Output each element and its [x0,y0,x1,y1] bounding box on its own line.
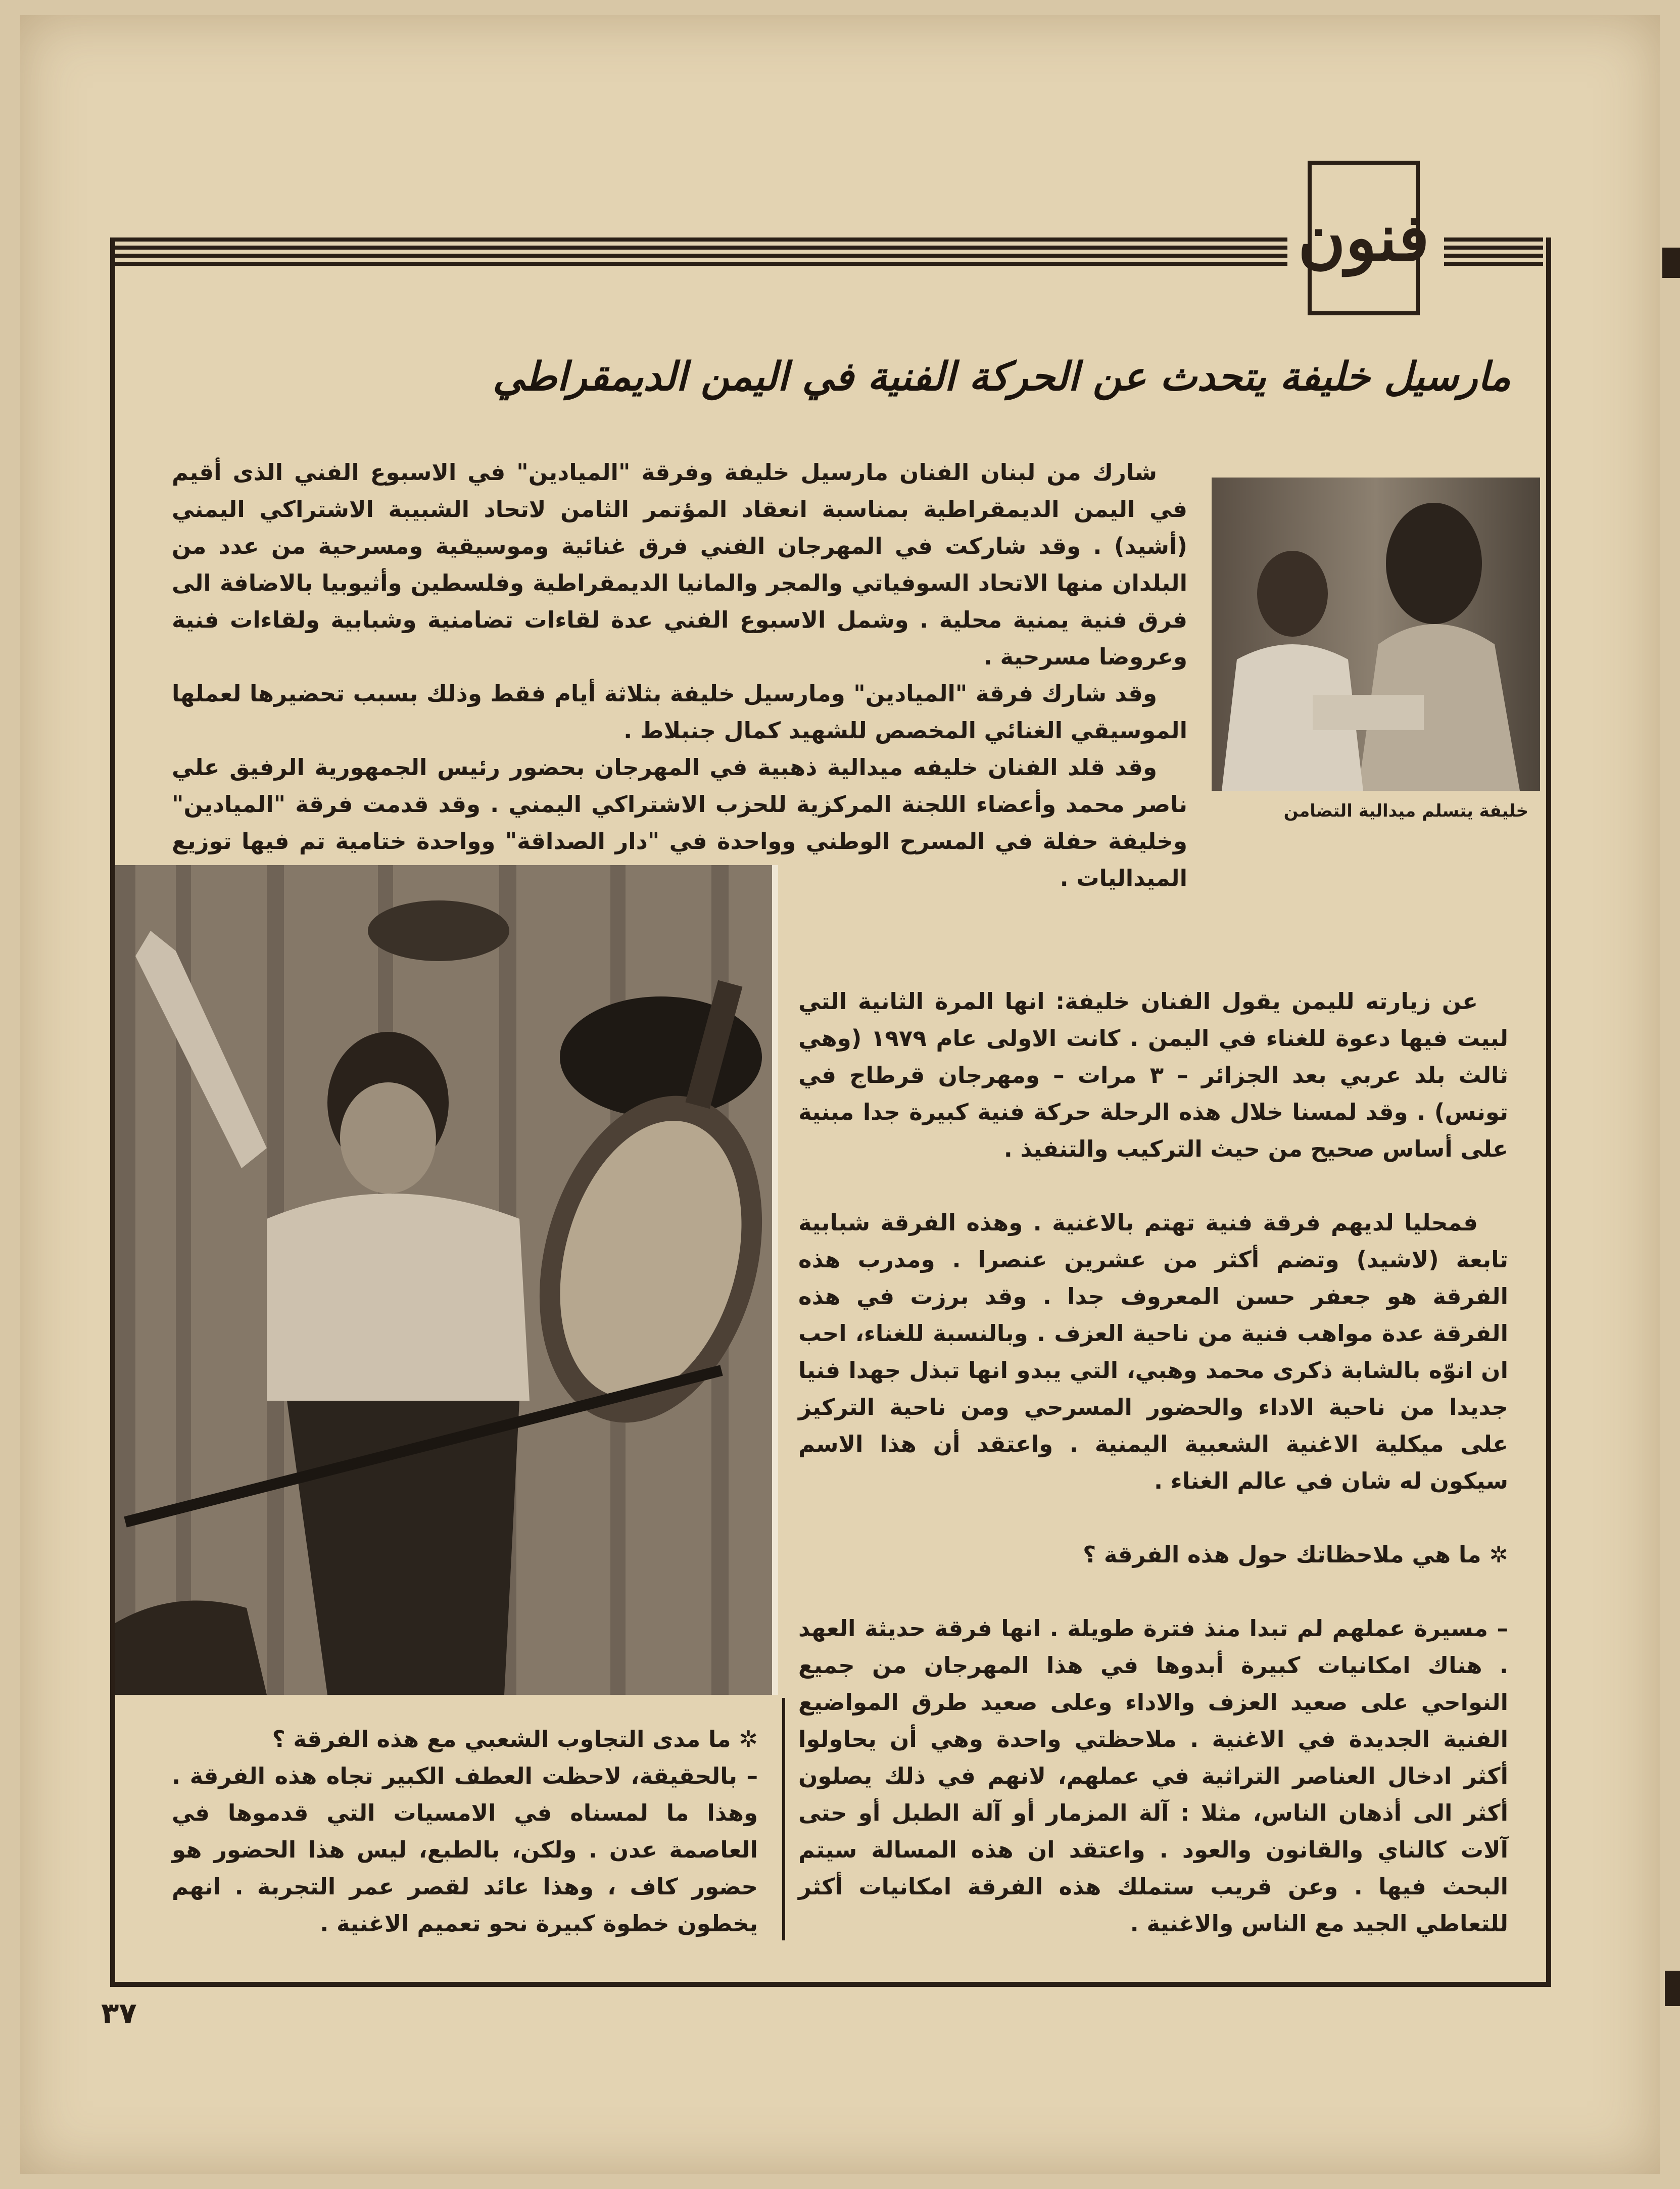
intro-text [172,454,1187,896]
edge-tab-top [1662,248,1680,278]
article-headline: مارسيل خليفة يتحدث عن الحركة الفنية في اليمن الديمقراطي [493,354,1511,400]
right-column-text [798,983,1508,1942]
bottom-left-text [172,1721,758,1942]
question-1: ✲ ما هي ملاحظاتك حول هذه الفرقة ؟ [1083,1541,1508,1568]
question-2: ✲ ما مدى التجاوب الشعبي مع هذه الفرقة ؟ [272,1726,758,1752]
edge-tab-bottom [1665,1971,1680,2006]
right-paragraph-1: عن زيارته لليمن يقول الفنان خليفة: انها المرة الثانية التي لبيت فيها دعوة للغناء في اليمن . كانت الاولى عام ١٩٧٩ (وهي ثالث بلد عربي بعد الجزائر – ٣ مرات – ومهرجان قرطاج في تونس) . وقد لمسنا خلال هذه الرحلة حركة فنية كبيرة جدا مبنية على أساس صحيح من حيث التركيب والتنفيذ . [798,988,1508,1162]
page-number: ٣٧ [101,1996,137,2030]
right-paragraph-2: فمحليا لديهم فرقة فنية تهتم بالاغنية . وهذه الفرقة شبابية تابعة (لاشيد) وتضم أكثر من عشرين عنصرا . ومدرب هذه الفرقة هو جعفر حسن المعروف جدا . وقد برزت في هذه الفرقة عدة مواهب فنية من ناحية العزف . وبالنسبة للغناء، احب ان انوّه بالشابة ذكرى محمد وهبي، التي يبدو انها تبذل جهدا فنيا جديدا من ناحية الاداء والحضور المسرحي ومن ناحية التركيز على ميكلية الاغنية الشعبية اليمنية . واعتقد أن هذا الاسم سيكون له شان في عالم الغناء . [798,1209,1508,1494]
photo-caption-medal: خليفة يتسلم ميدالية التضامن [1283,801,1528,821]
intro-paragraph-1: شارك من لبنان الفنان مارسيل خليفة وفرقة "الميادين" في الاسبوع الفني الذى أقيم في اليمن الديمقراطية بمناسبة انعقاد المؤتمر الثامن لاتحاد الشبيبة الاشتراكي اليمني (أشيد) . وقد شاركت في المهرجان الفني فرق غنائية وموسيقية ومسرحية من عدد من البلدان منها الاتحاد السوفياتي والمجر والمانيا الديمقراطية وفلسطين وأثيوبيا بالاضافة الى فرق فنية يمنية محلية . وشمل الاسبوع الفني عدة لقاءات تضامنية وشبابية ولقاءات فنية وعروضا مسرحية . [172,459,1187,670]
section-logo-text: فنون [1298,200,1429,276]
intro-paragraph-2: وقد شارك فرقة "الميادين" ومارسيل خليفة بثلاثة أيام فقط وذلك بسبب تحضيرها لعملها الموسيقي الغنائي المخصص للشهيد كمال جنبلاط . [172,680,1187,744]
answer-1: – مسيرة عملهم لم تبدا منذ فترة طويلة . انها فرقة حديثة العهد . هناك امكانيات كبيرة أبدوها في هذا المهرجان من جميع النواحي على صعيد العزف والاداء وعلى صعيد طرق المواضيع الفنية الجديدة في الاغنية . ملاحظتي واحدة وهي أن يحاولوا أكثر ادخال العناصر التراثية في عملهم، لانهم في ذلك يصلون أكثر الى أذهان الناس، مثلا : آلة المزمار أو آلة الطبل أو حتى آلات كالناي والقانون والعود . واعتقد ان هذه المسالة سيتم البحث فيها . وعن قريب ستملك هذه الفرقة امكانيات أكثر للتعاطي الجيد مع الناس والاغنية . [798,1615,1508,1937]
photo-khalifa-with-oud-image [115,865,778,1695]
answer-2: – بالحقيقة، لاحظت العطف الكبير تجاه هذه الفرقة . وهذا ما لمسناه في الامسيات التي قدموها في العاصمة عدن . ولكن، بالطبع، ليس هذا الحضور هو حضور كاف ، وهذا عائد لقصر عمر التجربة . انهم يخطون خطوة كبيرة نحو تعميم الاغنية . [172,1763,758,1937]
photo-medal-ceremony [1212,478,1540,791]
photo-medal-ceremony-image [1212,478,1540,791]
intro-paragraph-3: وقد قلد الفنان خليفه ميدالية ذهبية في المهرجان بحضور رئيس الجمهورية الرفيق علي ناصر محمد وأعضاء اللجنة المركزية للحزب الاشتراكي اليمني . وقد قدمت فرقة "الميادين" وخليفة حفلة في المسرح الوطني وواحدة في "دار الصداقة" وواحدة ختامية تم فيها توزيع الميداليات . [172,754,1187,891]
photo-khalifa-with-oud [115,865,778,1695]
column-divider [782,1698,785,1940]
